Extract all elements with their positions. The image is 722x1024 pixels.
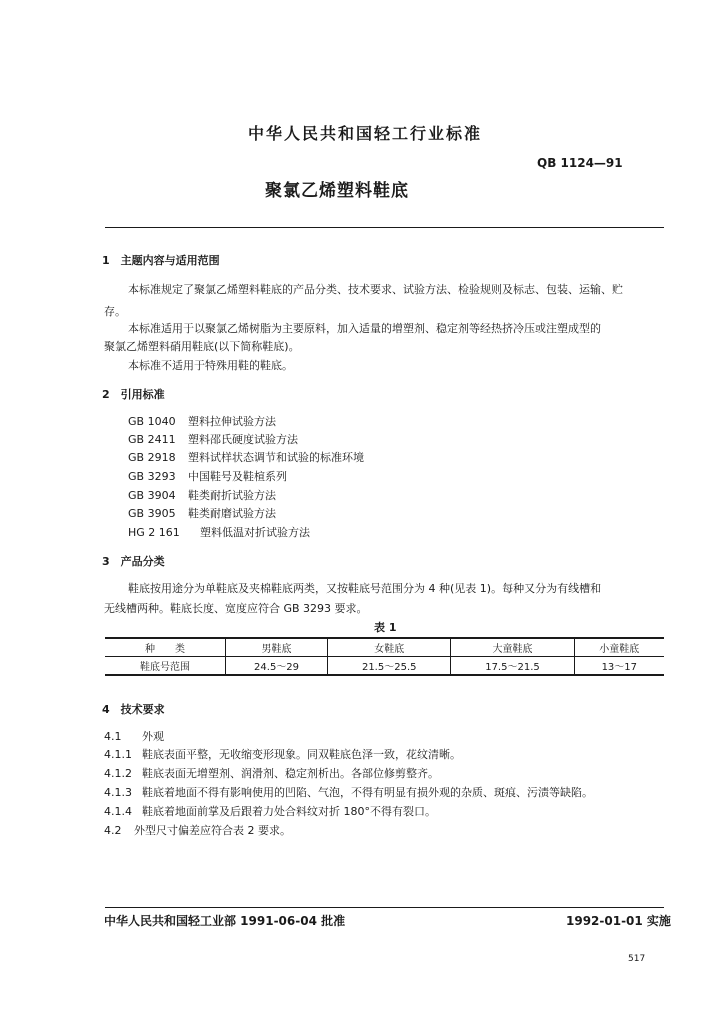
clause-item: 4.1.2 鞋底表面无增塑剂、润滑剂、稳定剂析出。各部位修剪整齐。: [104, 767, 439, 780]
table-header-cell: 小童鞋底: [574, 638, 664, 657]
table-cell: 24.5～29: [226, 657, 328, 676]
reference-item: GB 2411 塑料邵氏硬度试验方法: [128, 433, 298, 446]
section-1-heading: 1 主题内容与适用范围: [102, 254, 220, 267]
implementation-date: 1992-01-01 实施: [566, 914, 671, 928]
table-cell: 鞋底号范围: [105, 657, 226, 676]
table-header-cell: 种 类: [105, 638, 226, 657]
table-header-cell: 男鞋底: [226, 638, 328, 657]
section-1-para3: 本标准不适用于特殊用鞋的鞋底。: [128, 359, 293, 372]
reference-item: HG 2 161 塑料低温对折试验方法: [128, 526, 310, 539]
section-3-para-line1: 鞋底按用途分为单鞋底及夹棉鞋底两类，又按鞋底号范围分为 4 种(见表 1)。每种又分为有线槽和: [128, 582, 602, 595]
table-cell: 13～17: [574, 657, 664, 676]
table-cell: 17.5～21.5: [451, 657, 574, 676]
org-title: 中华人民共和国轻工行业标准: [247, 124, 482, 143]
section-2-heading: 2 引用标准: [102, 388, 165, 401]
section-3-heading: 3 产品分类: [102, 555, 165, 568]
reference-item: GB 2918 塑料试样状态调节和试验的标准环境: [128, 451, 364, 464]
section-1-para1-line2: 存。: [104, 305, 126, 318]
table-1: [105, 637, 664, 676]
section-1-para1-line1: 本标准规定了聚氯乙烯塑料鞋底的产品分类、技术要求、试验方法、检验规则及标志、包装、运输、贮: [128, 283, 623, 296]
clause-item: 4.2 外型尺寸偏差应符合表 2 要求。: [104, 824, 291, 837]
table-header-cell: 女鞋底: [328, 638, 451, 657]
section-1-para2-line2: 聚氯乙烯塑料硝用鞋底(以下简称鞋底)。: [104, 340, 300, 353]
clause-item: 4.1.1 鞋底表面平整，无收缩变形现象。同双鞋底色泽一致，花纹清晰。: [104, 748, 461, 761]
clause-item: 4.1.4 鞋底着地面前掌及后跟着力处合料纹对折 180°不得有裂口。: [104, 805, 436, 818]
page-number: 517: [628, 954, 646, 964]
reference-item: GB 1040 塑料拉伸试验方法: [128, 415, 276, 428]
section-1-para2-line1: 本标准适用于以聚氯乙烯树脂为主要原料，加入适量的增塑剂、稳定剂等经热挤冷压或注塑成型的: [128, 322, 601, 335]
approval-line: 中华人民共和国轻工业部 1991-06-04 批准: [104, 914, 346, 928]
section-3-para-line2: 无线槽两种。鞋底长度、宽度应符合 GB 3293 要求。: [104, 602, 368, 615]
reference-item: GB 3905 鞋类耐磨试验方法: [128, 507, 276, 520]
section-4-heading: 4 技术要求: [102, 703, 165, 716]
table-cell: 21.5～25.5: [328, 657, 451, 676]
table-header-cell: 大童鞋底: [451, 638, 574, 657]
table-header-row: [105, 638, 664, 657]
standard-number: QB 1124—91: [537, 156, 623, 170]
table-1-caption: 表 1: [374, 621, 397, 634]
reference-item: GB 3293 中国鞋号及鞋楦系列: [128, 470, 287, 483]
clause-item: 4.1 外观: [104, 730, 164, 743]
table-row: [105, 657, 664, 676]
footer-divider: [105, 907, 664, 908]
header-divider: [105, 227, 664, 228]
document-title: 聚氯乙烯塑料鞋底: [265, 181, 409, 201]
reference-item: GB 3904 鞋类耐折试验方法: [128, 489, 276, 502]
clause-item: 4.1.3 鞋底着地面不得有影响使用的凹陷、气泡，不得有明显有损外观的杂质、斑痕、污渍等缺陷。: [104, 786, 593, 799]
